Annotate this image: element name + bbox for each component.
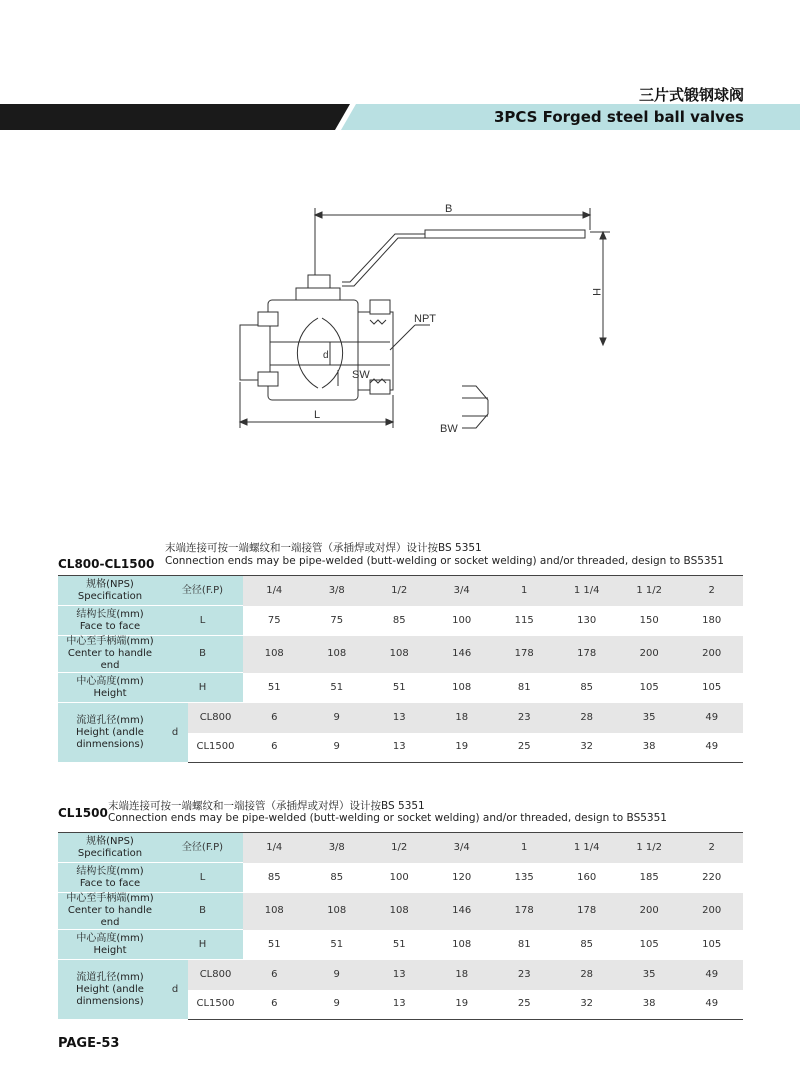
cell: 18 [430, 960, 492, 990]
cell: 25 [493, 733, 555, 763]
cell: 25 [493, 990, 555, 1020]
spec-label [58, 833, 162, 863]
cell: 9 [306, 990, 368, 1020]
height-code: H [162, 930, 243, 960]
label-BW: BW [440, 423, 458, 435]
cell: 13 [368, 960, 430, 990]
section2-note-cn: 末端连接可按一端螺纹和一端接管（承插焊或对焊）设计按BS 5351 [108, 800, 425, 812]
label-text: 中心高度(mm) [76, 675, 144, 687]
label-text: Specification [77, 847, 143, 859]
face-label [58, 606, 162, 636]
center-code: B [162, 893, 243, 930]
cell: 13 [368, 990, 430, 1020]
cell: 108 [368, 893, 430, 930]
cell: 115 [514, 614, 534, 626]
cell: 9 [306, 733, 368, 763]
cell: 135 [514, 871, 534, 883]
label-NPT: NPT [414, 313, 436, 325]
face-label [58, 863, 162, 893]
cell: 81 [517, 938, 531, 950]
bore-code: d [162, 703, 188, 763]
cell: 49 [680, 703, 743, 733]
page-title-cn: 三片式锻钢球阀 [638, 86, 744, 104]
cell: 75 [267, 614, 281, 626]
cell: 178 [555, 893, 617, 930]
cell: 38 [618, 990, 680, 1020]
cell: 13 [368, 703, 430, 733]
cell: 1 1/2 [618, 833, 680, 863]
spec-table-2 [58, 832, 743, 1020]
cell: 23 [493, 703, 555, 733]
height-label [58, 930, 162, 960]
section2-label: CL1500 [58, 806, 108, 820]
label-text: Height [93, 687, 127, 699]
spec-code: 全径(F.P) [162, 833, 243, 863]
label-text: Center to handle end [67, 905, 153, 928]
spec-code: 全径(F.P) [162, 576, 243, 606]
label-text: 中心至手柄端(mm) [66, 636, 154, 647]
cell: 38 [618, 733, 680, 763]
face-code: L [162, 863, 243, 893]
center-code: B [162, 636, 243, 673]
cell: 105 [639, 681, 659, 693]
cell: 200 [680, 636, 743, 673]
cell: 108 [243, 636, 305, 673]
cell: 3/4 [430, 833, 492, 863]
cell: 100 [452, 614, 472, 626]
cl800-label: CL800 [188, 703, 243, 733]
label-text: Height [93, 944, 127, 956]
cell: 75 [330, 614, 344, 626]
table-row-center [58, 893, 743, 930]
cell: 108 [306, 636, 368, 673]
cell: 3/4 [430, 576, 492, 606]
bore-label [58, 703, 162, 763]
cell: 185 [639, 871, 659, 883]
cell: 178 [493, 893, 555, 930]
cell: 160 [577, 871, 597, 883]
label-text: 规格(NPS) [86, 578, 134, 590]
cell: 19 [430, 733, 492, 763]
section2-note-en: Connection ends may be pipe-welded (butt-welding or socket welding) and/or threaded, design to BS5351 [108, 812, 667, 824]
table-row-spec [58, 576, 743, 606]
section1-note-en: Connection ends may be pipe-welded (butt-welding or socket welding) and/or threaded, design to BS5351 [165, 555, 724, 567]
cell: 85 [580, 681, 594, 693]
spec-table-1 [58, 575, 743, 763]
cell: 200 [680, 893, 743, 930]
cell: 1 1/4 [555, 833, 617, 863]
label-text: 流道孔径(mm) [76, 714, 144, 726]
cell: 1/4 [243, 576, 305, 606]
label-text: dinmensions) [76, 995, 144, 1007]
valve-diagram [230, 200, 630, 440]
cell: 130 [577, 614, 597, 626]
label-text: Specification [77, 590, 143, 602]
cell: 49 [680, 733, 743, 763]
cell: 150 [639, 614, 659, 626]
cell: 6 [243, 990, 305, 1020]
table-row-height [58, 930, 743, 960]
cell: 6 [243, 960, 305, 990]
label-SW: SW [352, 369, 370, 381]
cell: 120 [452, 871, 472, 883]
cell: 85 [580, 938, 594, 950]
cell: 51 [330, 681, 344, 693]
cell: 100 [389, 871, 409, 883]
label-text: Height (andle [76, 983, 144, 995]
cell: 28 [555, 960, 617, 990]
section1-label: CL800-CL1500 [58, 557, 155, 571]
cell: 35 [618, 960, 680, 990]
cell: 180 [702, 614, 722, 626]
cl1500-label: CL1500 [188, 990, 243, 1020]
label-H: H [590, 288, 602, 296]
center-label [58, 893, 162, 930]
cell: 49 [680, 960, 743, 990]
cell: 51 [330, 938, 344, 950]
cell: 108 [452, 938, 472, 950]
table-row-cl800 [58, 703, 743, 733]
bore-label [58, 960, 162, 1020]
cell: 32 [555, 733, 617, 763]
cell: 1/2 [368, 576, 430, 606]
cell: 6 [243, 703, 305, 733]
label-text: 规格(NPS) [86, 835, 134, 847]
cell: 49 [680, 990, 743, 1020]
cl1500-label: CL1500 [188, 733, 243, 763]
cell: 1/2 [368, 833, 430, 863]
cell: 1 1/2 [618, 576, 680, 606]
label-B: B [445, 203, 453, 215]
cell: 178 [555, 636, 617, 673]
table-row-face [58, 606, 743, 636]
cell: 23 [493, 960, 555, 990]
cell: 108 [452, 681, 472, 693]
cell: 1 [493, 833, 555, 863]
cell: 85 [330, 871, 344, 883]
label-L: L [314, 409, 321, 421]
cell: 85 [267, 871, 281, 883]
cl800-label: CL800 [188, 960, 243, 990]
label-text: 中心至手柄端(mm) [66, 893, 154, 904]
label-text: 结构长度(mm) [76, 865, 144, 877]
spec-label [58, 576, 162, 606]
cell: 200 [618, 636, 680, 673]
cell: 105 [639, 938, 659, 950]
cell: 19 [430, 990, 492, 1020]
label-text: 中心高度(mm) [76, 932, 144, 944]
cell: 146 [430, 893, 492, 930]
cell: 9 [306, 703, 368, 733]
cell: 6 [243, 733, 305, 763]
cell: 2 [680, 833, 743, 863]
cell: 9 [306, 960, 368, 990]
height-label [58, 673, 162, 703]
height-code: H [162, 673, 243, 703]
page-title-en: 3PCS Forged steel ball valves [493, 108, 744, 126]
label-d: d [323, 350, 329, 361]
cell: 28 [555, 703, 617, 733]
cell: 13 [368, 733, 430, 763]
label-text: Center to handle end [67, 648, 153, 671]
cell: 105 [702, 681, 722, 693]
section1-note-cn: 末端连接可按一端螺纹和一端接管（承插焊或对焊）设计按BS 5351 [165, 542, 482, 554]
cell: 51 [267, 938, 281, 950]
cell: 51 [267, 681, 281, 693]
table-row-face [58, 863, 743, 893]
face-code: L [162, 606, 243, 636]
cell: 3/8 [306, 833, 368, 863]
label-text: Face to face [79, 620, 141, 632]
table-row-spec [58, 833, 743, 863]
label-text: dinmensions) [76, 738, 144, 750]
cell: 81 [517, 681, 531, 693]
cell: 178 [493, 636, 555, 673]
label-text: Face to face [79, 877, 141, 889]
cell: 3/8 [306, 576, 368, 606]
cell: 32 [555, 990, 617, 1020]
cell: 1/4 [243, 833, 305, 863]
label-text: Height (andle [76, 726, 144, 738]
table-row-cl800 [58, 960, 743, 990]
table-row-center [58, 636, 743, 673]
cell: 51 [392, 938, 406, 950]
bore-code: d [162, 960, 188, 1020]
cell: 2 [680, 576, 743, 606]
cell: 108 [368, 636, 430, 673]
cell: 220 [702, 871, 722, 883]
cell: 35 [618, 703, 680, 733]
cell: 18 [430, 703, 492, 733]
cell: 108 [306, 893, 368, 930]
label-text: 结构长度(mm) [76, 608, 144, 620]
cell: 1 [493, 576, 555, 606]
cell: 51 [392, 681, 406, 693]
cell: 108 [243, 893, 305, 930]
cell: 85 [392, 614, 406, 626]
page-number: PAGE-53 [58, 1036, 120, 1051]
cell: 146 [430, 636, 492, 673]
cell: 200 [618, 893, 680, 930]
cell: 105 [702, 938, 722, 950]
label-text: 流道孔径(mm) [76, 971, 144, 983]
table-row-height [58, 673, 743, 703]
cell: 1 1/4 [555, 576, 617, 606]
center-label [58, 636, 162, 673]
